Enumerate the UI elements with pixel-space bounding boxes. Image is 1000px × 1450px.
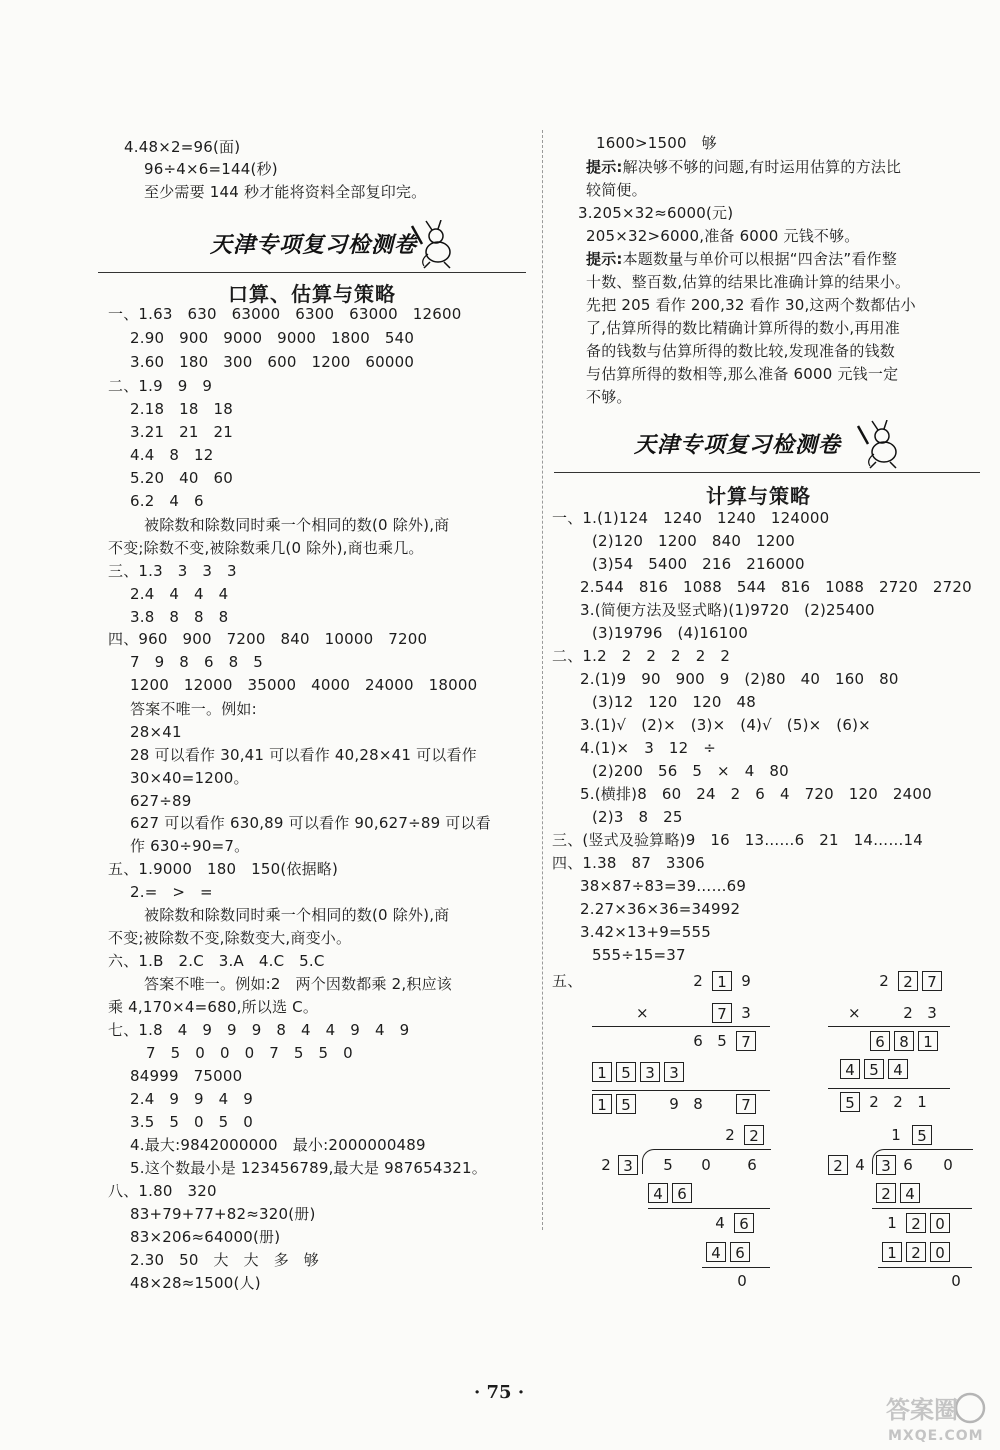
text-line: (2)3 8 25 [592,808,683,826]
hint-line [586,156,901,178]
digit-box: 3 [876,1155,896,1175]
text-line: 乘 4,170×4=680,所以选 C。 [108,998,319,1016]
text-line: 备的钱数与估算所得的数比较,发现准备的钱数 [586,342,895,360]
digit-box: 5 [912,1125,932,1145]
digit-box: 7 [736,1031,756,1051]
multiplication-figure [592,968,782,1082]
digit-box: 4 [840,1059,860,1079]
digit: 2 [903,1004,913,1022]
digit-box: 6 [672,1183,692,1203]
text-line: 4.4 8 12 [130,446,214,464]
text-line: 84999 75000 [130,1067,243,1085]
rule [878,1267,972,1268]
digit: 6 [693,1032,703,1050]
text-line: 2.27×36×36=34992 [580,900,741,918]
text-line: 1600>1500 够 [596,134,717,152]
text-line: 五、1.9000 180 150(依据略) [108,860,339,878]
text-line: 6.2 4 6 [130,492,204,510]
text-line: 六、1.B 2.C 3.A 4.C 5.C [108,952,325,970]
text-line: 3.(简便方法及竖式略)(1)9720 (2)25400 [580,601,875,619]
digit-box: 5 [616,1094,636,1114]
rabbit-mascot-icon [410,220,462,270]
text-line: 四、1.38 87 3306 [552,854,705,872]
digit-box: 5 [864,1059,884,1079]
digit-box: 4 [648,1183,668,1203]
digit: 1 [891,1126,901,1144]
digit: 3 [741,1004,751,1022]
digit: 3 [927,1004,937,1022]
text-line: 2.= > = [130,883,213,901]
hint-text: 本题数量与单价可以根据“四舍法”看作整 [622,250,897,268]
digit: 1 [917,1093,927,1111]
multiplication-result [828,1088,998,1128]
watermark-text: 答案圈 [886,1396,958,1424]
rule [648,1208,770,1209]
text-line: 答案不唯一。例如:2 两个因数都乘 2,积应该 [144,975,452,993]
digit-box: 5 [616,1062,636,1082]
multiplication-figure [828,968,998,1078]
section-title: 计算与策略 [706,484,811,508]
digit: 9 [741,972,751,990]
digit-box: 8 [894,1031,914,1051]
text-line: 十数、整百数,估算的结果比准确计算的结果小。 [586,273,911,291]
section-banner [210,220,470,270]
digit-box: 2 [828,1155,848,1175]
rule [872,1208,972,1209]
text-line: 七、1.8 4 9 9 9 8 4 4 9 4 9 [108,1021,410,1039]
digit: 0 [701,1156,711,1174]
banner-rule [98,272,526,273]
remainder: 0 [737,1272,747,1290]
digit-box: 4 [900,1183,920,1203]
rule [828,1088,950,1089]
digit-box: 6 [730,1242,750,1262]
digit: 2 [601,1156,611,1174]
text-line: 一、1.63 630 63000 6300 63000 12600 [108,305,462,323]
text-line: 627÷89 [130,792,192,810]
digit-box: 4 [888,1059,908,1079]
text-line: 3.(1)√ (2)× (3)× (4)√ (5)× (6)× [580,716,871,734]
text-line: 不变;除数不变,被除数乘几(0 除外),商也乘几。 [108,539,424,557]
text-line: 三、1.3 3 3 3 [108,562,237,580]
page-number: · 75 · [474,1382,525,1403]
text-line: 48×28≈1500(人) [130,1274,261,1292]
text-line: 一、1.(1)124 1240 1240 124000 [552,509,830,527]
text-line: 3.21 21 21 [130,423,233,441]
text-line: (2)120 1200 840 1200 [592,532,795,550]
digit-box: 1 [592,1094,612,1114]
hint-text: 解决够不够的问题,有时运用估算的方法比 [622,158,902,176]
digit-box: 1 [918,1031,938,1051]
digit-box: 5 [840,1092,860,1112]
digit: 5 [717,1032,727,1050]
text-line: 被除数和除数同时乘一个相同的数(0 除外),商 [144,906,450,924]
rule [592,1090,770,1091]
rabbit-mascot-icon [856,420,908,470]
text-line: 28×41 [130,723,182,741]
text-line: 不够。 [586,388,632,406]
text-line: 1200 12000 35000 4000 24000 18000 [130,676,478,694]
digit-box: 1 [712,971,732,991]
text-line: 五、 [552,972,583,990]
digit: 2 [869,1093,879,1111]
text-line: 2.18 18 18 [130,400,233,418]
text-line: 5.20 40 60 [130,469,233,487]
digit-box: 2 [876,1183,896,1203]
digit: 4 [715,1214,725,1232]
digit: 4 [855,1156,865,1174]
rule [702,1267,770,1268]
watermark-url: MXQE.COM [888,1428,984,1444]
text-line: 83×206≈64000(册) [130,1228,281,1246]
banner-title: 天津专项复习检测卷 [210,233,418,258]
digit-box: 6 [734,1213,754,1233]
long-division-figure [828,1124,998,1294]
text-line: (3)12 120 120 48 [592,693,756,711]
hint-label: 提示: [586,158,623,176]
digit-box: 2 [744,1125,764,1145]
hint-label: 提示: [586,250,623,268]
text-line: 二、1.2 2 2 2 2 2 [552,647,731,665]
digit: 2 [693,972,703,990]
text-line: 与估算所得的数相等,那么准备 6000 元钱一定 [586,365,899,383]
digit: 2 [725,1126,735,1144]
text-line: 3.60 180 300 600 1200 60000 [130,353,415,371]
text-line: 205×32>6000,准备 6000 元钱不够。 [586,227,860,245]
text-line: 96÷4×6=144(秒) [144,160,278,178]
banner-rule [554,472,980,473]
digit-box: 3 [618,1155,638,1175]
digit-box: 3 [640,1062,660,1082]
digit-box: 2 [906,1213,926,1233]
text-line: (3)19796 (4)16100 [592,624,749,642]
digit-box: 7 [922,971,942,991]
text-line: 先把 205 看作 200,32 看作 30,这两个数都估小 [586,296,916,314]
text-line: 了,估算所得的数比精确计算所得的数小,再用准 [586,319,900,337]
text-line: 2.30 50 大 大 多 够 [130,1251,320,1269]
text-line: 2.544 816 1088 544 816 1088 2720 2720 [580,578,972,596]
remainder: 0 [951,1272,961,1290]
text-line: 至少需要 144 秒才能将资料全部复印完。 [144,183,427,201]
digit-box: 6 [870,1031,890,1051]
digit: 8 [693,1095,703,1113]
text-line: 2.4 9 9 4 9 [130,1090,254,1108]
text-line: 四、960 900 7200 840 10000 7200 [108,630,428,648]
text-line: 三、(竖式及验算略)9 16 13……6 21 14……14 [552,831,924,849]
text-line: 30×40=1200。 [130,769,249,787]
banner-title: 天津专项复习检测卷 [634,433,842,458]
text-line: 2.90 900 9000 9000 1800 540 [130,329,415,347]
text-line: 555÷15=37 [592,946,686,964]
digit: 6 [747,1156,757,1174]
digit: 5 [663,1156,673,1174]
digit-box: 1 [592,1062,612,1082]
text-line: 3.42×13+9=555 [580,923,711,941]
text-line: 被除数和除数同时乘一个相同的数(0 除外),商 [144,516,450,534]
text-line: 3.8 8 8 8 [130,608,229,626]
text-line: 5.这个数最小是 123456789,最大是 987654321。 [130,1159,487,1177]
times-sign: × [636,1004,649,1022]
digit-box: 2 [898,971,918,991]
digit: 2 [893,1093,903,1111]
text-line: 3.5 5 0 5 0 [130,1113,254,1131]
digit-box: 2 [906,1242,926,1262]
text-line: 二、1.9 9 9 [108,377,213,395]
text-line: 4.48×2=96(面) [124,138,241,156]
digit-box: 1 [882,1242,902,1262]
rule [828,1026,950,1027]
rule [592,1026,770,1027]
text-line: (2)200 56 5 × 4 80 [592,762,789,780]
text-line: 5.(横排)8 60 24 2 6 4 720 120 2400 [580,785,932,803]
text-line: 7 9 8 6 8 5 [130,653,263,671]
digit-box: 7 [736,1094,756,1114]
digit-box: 0 [930,1242,950,1262]
text-line: 4.最大:9842000000 最小:2000000489 [130,1136,426,1154]
text-line: 627 可以看作 630,89 可以看作 90,627÷89 可以看 [130,814,491,832]
text-line: 7 5 0 0 0 7 5 5 0 [146,1044,353,1062]
hint-line [586,248,897,270]
text-line: 不变;被除数不变,除数变大,商变小。 [108,929,352,947]
section-banner [634,420,914,470]
text-line: 2.4 4 4 4 [130,585,229,603]
text-line: 2.(1)9 90 900 9 (2)80 40 160 80 [580,670,899,688]
digit: 1 [887,1214,897,1232]
column-divider [542,130,543,1230]
text-line: 3.205×32≈6000(元) [578,204,734,222]
text-line: 38×87÷83=39……69 [580,877,747,895]
digit-box: 3 [664,1062,684,1082]
digit: 6 [903,1156,913,1174]
digit: 2 [879,972,889,990]
text-line: 4.(1)× 3 12 ÷ [580,739,717,757]
text-line: 83+79+77+82≈320(册) [130,1205,316,1223]
text-line: 较简便。 [586,181,647,199]
digit-box: 4 [706,1242,726,1262]
text-line: 作 630÷90=7。 [130,837,250,855]
times-sign: × [848,1004,861,1022]
watermark-logo-icon [880,1388,992,1446]
digit: 9 [669,1095,679,1113]
digit: 0 [943,1156,953,1174]
text-line: 答案不唯一。例如: [130,700,257,718]
text-line: (3)54 5400 216 216000 [592,555,805,573]
text-line: 28 可以看作 30,41 可以看作 40,28×41 可以看作 [130,746,477,764]
digit-box: 7 [712,1003,732,1023]
long-division-figure [592,1124,782,1294]
section-title: 口算、估算与策略 [228,282,396,306]
text-line: 八、1.80 320 [108,1182,217,1200]
digit-box: 0 [930,1213,950,1233]
